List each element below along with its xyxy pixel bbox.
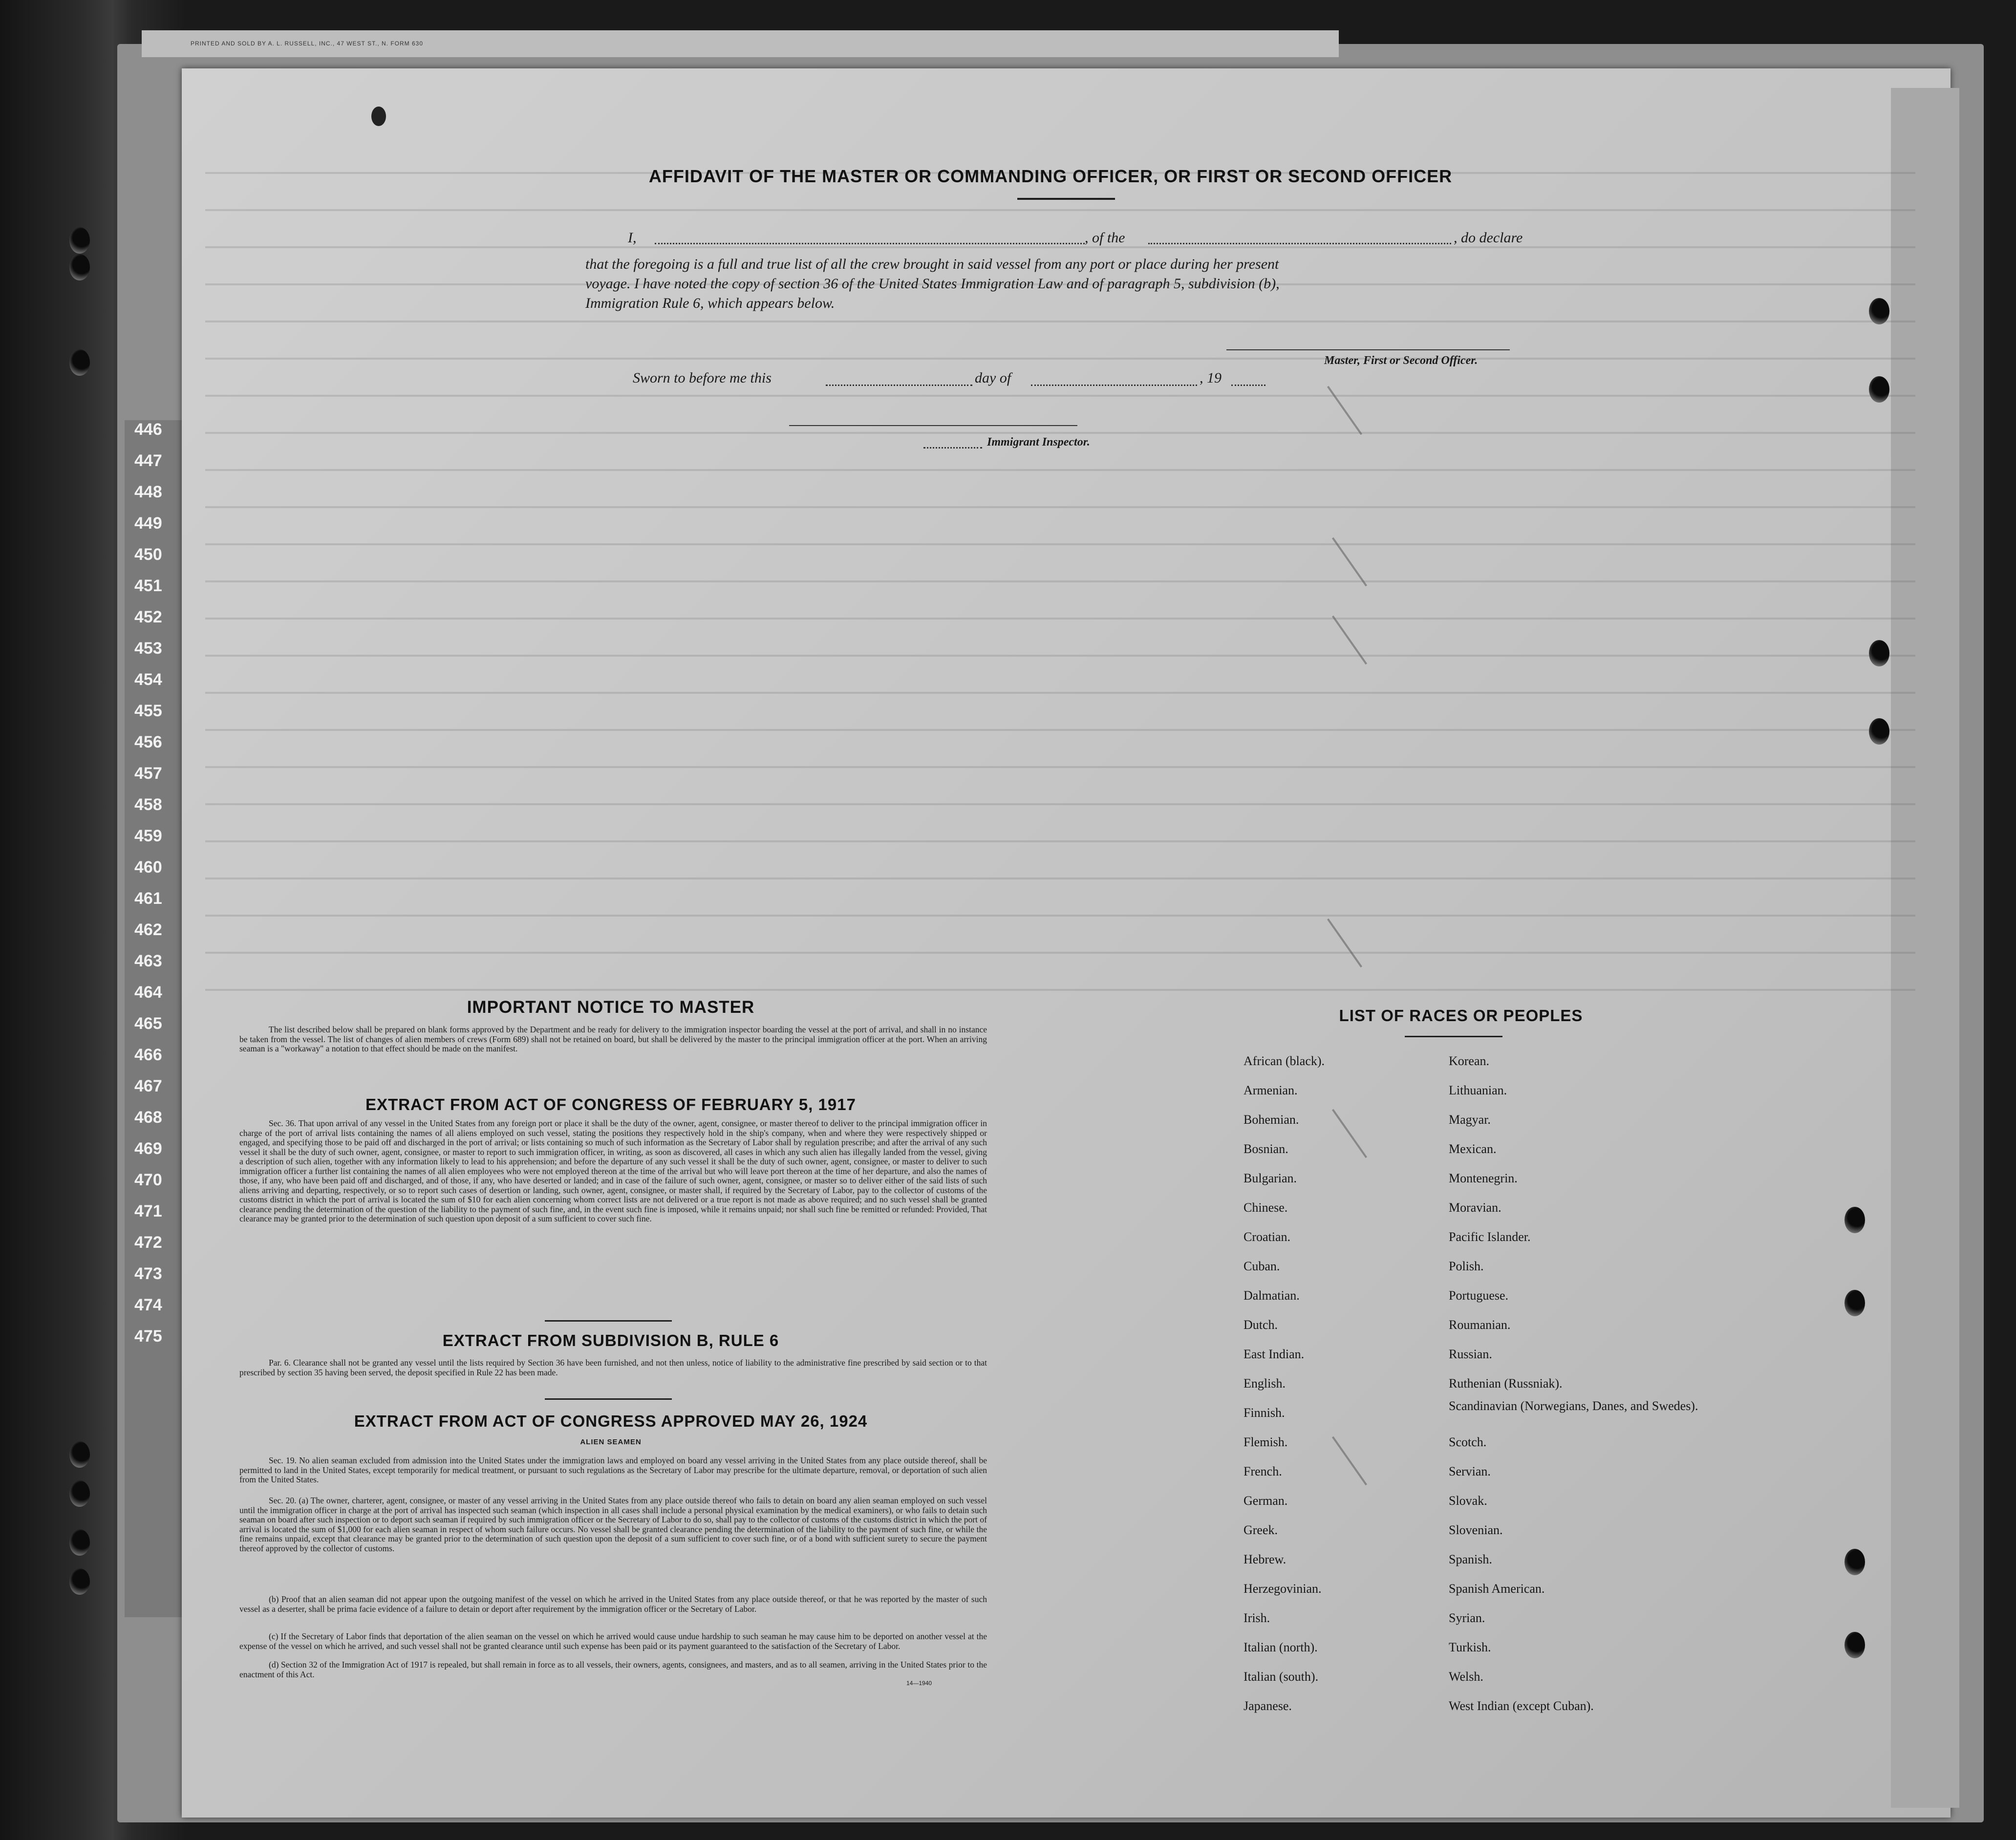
signature-line bbox=[1226, 349, 1510, 350]
row-number: 470 bbox=[134, 1171, 162, 1189]
race-item: Irish. bbox=[1244, 1611, 1270, 1625]
sworn-label: Sworn to before me this bbox=[633, 370, 772, 386]
row-number: 468 bbox=[134, 1108, 162, 1127]
race-item: Italian (south). bbox=[1244, 1669, 1319, 1684]
row-number: 458 bbox=[134, 795, 162, 814]
inspector-line bbox=[789, 425, 1077, 426]
race-item: Polish. bbox=[1449, 1259, 1484, 1273]
affidavit-line-4: Immigration Rule 6, which appears below. bbox=[585, 295, 835, 311]
sec20-text: Sec. 20. (a) The owner, charterer, agent, consignee, or master of any vessel arriving in the United States from any place outside thereof who fails to detain on board any alien seaman employed on such vessel until the immigration officer in charge at the port of arrival has inspected such seaman (which inspection in all cases shall include a personal physical examination by the medical examiners), or who fails to detain such seaman on board after such inspection or to deport such seaman if required by such immigration officer or the Secretary of Labor to do so, shall pay to the collector of customs of the customs district in which the port of arrival is located the sum of $1,000 for each alien seaman in respect of whom such failure occurs. No vessel shall be granted clearance pending the determination of the liability to the payment of such fine, or while the fine remains unpaid, except that clearance may be granted prior to the determination of such question upon the deposit of a sum sufficient to cover such fine, or of a bond with sufficient surety to secure the payment thereof approved by the collector of customs. bbox=[239, 1496, 987, 1553]
row-number: 447 bbox=[134, 451, 162, 470]
race-item: Magyar. bbox=[1449, 1113, 1491, 1127]
race-item: Ruthenian (Russniak). bbox=[1449, 1376, 1563, 1391]
race-item: Greek. bbox=[1244, 1523, 1278, 1537]
row-number: 454 bbox=[134, 670, 162, 689]
divider bbox=[1405, 1036, 1502, 1037]
row-number: 462 bbox=[134, 920, 162, 939]
race-item: Cuban. bbox=[1244, 1259, 1280, 1273]
row-number: 452 bbox=[134, 608, 162, 626]
race-item: Spanish American. bbox=[1449, 1582, 1545, 1596]
race-item: Lithuanian. bbox=[1449, 1083, 1507, 1097]
race-item: Hebrew. bbox=[1244, 1552, 1287, 1566]
race-item: African (black). bbox=[1244, 1054, 1325, 1068]
race-item: French. bbox=[1244, 1464, 1282, 1478]
sub-b-text: (b) Proof that an alien seaman did not appear upon the outgoing manifest of the vessel on which he arrived in the United States from any place outside thereof, or that he was reported by the master of such vessel as a deserter, shall be prima facie evidence of a failure to detain or deport after requirement by the immigration officer or the Secretary of Labor. bbox=[239, 1594, 987, 1614]
race-item: Syrian. bbox=[1449, 1611, 1485, 1625]
affidavit-line-2: that the foregoing is a full and true list of all the crew brought in said vessel from any port or place during her present bbox=[585, 256, 1279, 272]
sec19-text: Sec. 19. No alien seaman excluded from admission into the United States under the immigration laws and employed on board any vessel arriving in the United States from any place outside thereof, shall be permitted to land in the United States, except temporarily for medical treatment, or pursuant to such regulations as the Secretary of Labor may prescribe for the ultimate departure, removal, or deportation of such alien from the United States. bbox=[239, 1455, 987, 1484]
row-number: 473 bbox=[134, 1264, 162, 1283]
binder-hole-icon bbox=[1869, 718, 1889, 745]
race-item: Chinese. bbox=[1244, 1200, 1288, 1215]
affidavit-of-the: , of the bbox=[1085, 230, 1125, 246]
race-item: Armenian. bbox=[1244, 1083, 1298, 1097]
races-title: LIST OF RACES OR PEOPLES bbox=[1339, 1006, 1583, 1025]
row-number: 453 bbox=[134, 639, 162, 658]
race-item: Finnish. bbox=[1244, 1406, 1285, 1420]
name-line bbox=[655, 243, 1085, 244]
race-item: Pacific Islander. bbox=[1449, 1230, 1531, 1244]
binder-hole-icon bbox=[69, 1441, 90, 1468]
binder-hole-icon bbox=[1869, 376, 1889, 403]
race-item: Croatian. bbox=[1244, 1230, 1291, 1244]
binder-hole-icon bbox=[1844, 1632, 1865, 1658]
race-item: Roumanian. bbox=[1449, 1318, 1511, 1332]
binder-hole-icon bbox=[1844, 1549, 1865, 1575]
race-item: Welsh. bbox=[1449, 1669, 1483, 1684]
affidavit-declare: , do declare bbox=[1454, 230, 1523, 246]
sub-d-text: (d) Section 32 of the Immigration Act of 1917 is repealed, but shall remain in force as to all vessels, their owners, agents, consignees, and masters, and as to all seamen, arriving in the United States prior to the enactment of this Act. bbox=[239, 1660, 987, 1679]
row-number: 449 bbox=[134, 514, 162, 533]
race-item: Russian. bbox=[1449, 1347, 1492, 1361]
row-number: 471 bbox=[134, 1202, 162, 1220]
binder-hole-icon bbox=[1869, 640, 1889, 666]
binder-hole-icon bbox=[69, 1480, 90, 1507]
sworn-year: , 19 bbox=[1200, 370, 1222, 386]
inspector-label: Immigrant Inspector. bbox=[987, 436, 1090, 449]
race-item: West Indian (except Cuban). bbox=[1449, 1699, 1594, 1713]
row-number: 446 bbox=[134, 420, 162, 439]
race-item: Bulgarian. bbox=[1244, 1171, 1297, 1185]
race-item: Slovenian. bbox=[1449, 1523, 1503, 1537]
race-item: Flemish. bbox=[1244, 1435, 1288, 1449]
row-number: 466 bbox=[134, 1046, 162, 1064]
row-number: 455 bbox=[134, 702, 162, 720]
row-number: 472 bbox=[134, 1233, 162, 1252]
divider bbox=[1017, 198, 1115, 200]
race-item: Dalmatian. bbox=[1244, 1288, 1300, 1303]
row-number: 451 bbox=[134, 577, 162, 595]
inspector-dash bbox=[923, 447, 982, 449]
alien-seamen-subtitle: ALIEN SEAMEN bbox=[580, 1438, 642, 1446]
affidavit-i: I, bbox=[628, 230, 637, 246]
row-number: 469 bbox=[134, 1139, 162, 1158]
binder-hole-icon bbox=[69, 1529, 90, 1556]
ink-blot bbox=[371, 107, 386, 126]
vessel-line bbox=[1148, 243, 1451, 244]
row-number: 475 bbox=[134, 1327, 162, 1346]
extract-1917-title: EXTRACT FROM ACT OF CONGRESS OF FEBRUARY 5, 1917 bbox=[365, 1095, 856, 1113]
row-number: 463 bbox=[134, 952, 162, 970]
master-signature-label: Master, First or Second Officer. bbox=[1324, 354, 1478, 367]
affidavit-title: AFFIDAVIT OF THE MASTER OR COMMANDING OFFICER, OR FIRST OR SECOND OFFICER bbox=[648, 166, 1453, 186]
row-number: 450 bbox=[134, 545, 162, 564]
row-number: 459 bbox=[134, 827, 162, 845]
race-item: Scotch. bbox=[1449, 1435, 1487, 1449]
printer-strip bbox=[142, 30, 1339, 57]
row-number: 467 bbox=[134, 1077, 162, 1095]
race-item: Moravian. bbox=[1449, 1200, 1501, 1215]
row-number: 474 bbox=[134, 1296, 162, 1314]
race-item: Montenegrin. bbox=[1449, 1171, 1518, 1185]
row-number: 465 bbox=[134, 1014, 162, 1033]
race-item: East Indian. bbox=[1244, 1347, 1305, 1361]
row-number: 457 bbox=[134, 764, 162, 783]
race-item: Scandinavian (Norwegians, Danes, and Swedes). bbox=[1449, 1399, 1698, 1413]
sub-c-text: (c) If the Secretary of Labor finds that deportation of the alien seaman on the vessel on which he arrived would cause undue hardship to such seaman he may cause him to be deported on another vessel at the expense of the vessel on which he arrived, and such vessel shall not be granted clearance until such expense has been paid or its payment guaranteed to the satisfaction of the Secretary of Labor. bbox=[239, 1631, 987, 1651]
divider bbox=[545, 1320, 672, 1322]
binder-hole-icon bbox=[69, 1568, 90, 1595]
notice-text: The list described below shall be prepared on blank forms approved by the Department and be ready for delivery to the immigration inspector boarding the vessel at the port of arrival, and shall in no instance be taken from the vessel. The list of changes of alien members of crews (Form 689) shall not be retained on board, but shall be delivered by the master to the principal immigration officer at the port. When an arriving seaman is a "workaway" a notation to that effect should be made on the manifest. bbox=[239, 1025, 987, 1053]
race-item: Dutch. bbox=[1244, 1318, 1278, 1332]
race-item: Bosnian. bbox=[1244, 1142, 1288, 1156]
row-number: 464 bbox=[134, 983, 162, 1002]
race-item: Slovak. bbox=[1449, 1494, 1487, 1508]
form-number: 14—1940 bbox=[906, 1680, 932, 1687]
race-item: Portuguese. bbox=[1449, 1288, 1509, 1303]
sworn-day-line bbox=[826, 385, 972, 386]
sworn-month-line bbox=[1031, 385, 1197, 386]
race-item: Spanish. bbox=[1449, 1552, 1492, 1566]
binder-hole-icon bbox=[69, 227, 90, 254]
row-number: 460 bbox=[134, 858, 162, 877]
race-item: Herzegovinian. bbox=[1244, 1582, 1322, 1596]
race-item: Bohemian. bbox=[1244, 1113, 1299, 1127]
row-number: 456 bbox=[134, 733, 162, 751]
races-right-column bbox=[1449, 1047, 1761, 1721]
affidavit-line-3: voyage. I have noted the copy of section 36 of the United States Immigration Law and of paragraph 5, subdivision (b), bbox=[585, 276, 1280, 292]
subdivision-text: Par. 6. Clearance shall not be granted any vessel until the lists required by Section 36 have been furnished, and not then unless, notice of liability to the administrative fine prescribed by said section or to that prescribed by section 35 having been served, the deposit specified in Rule 22 has been made. bbox=[239, 1358, 987, 1377]
binder-hole-icon bbox=[69, 349, 90, 376]
divider bbox=[545, 1398, 672, 1400]
race-item: German. bbox=[1244, 1494, 1288, 1508]
printer-line: PRINTED AND SOLD BY A. L. RUSSELL, INC., 47 WEST ST., N. FORM 630 bbox=[191, 40, 424, 47]
sworn-day-of: day of bbox=[975, 370, 1011, 386]
row-number: 461 bbox=[134, 889, 162, 908]
extract-1917-text: Sec. 36. That upon arrival of any vessel in the United States from any foreign port or place it shall be the duty of the owner, agent, consignee, or master thereof to deliver to the principal immigration officer in charge of the port of arrival lists containing the names of all aliens employed on such vessel, stating the positions they respectively hold in the ship's company, when and where they were respectively shipped or engaged, and specifying those to be paid off and discharged in the port of arrival; or lists containing so much of such information as the Secretary of Labor shall by regulation prescribe; and after the arrival of any such vessel it shall be the duty of such owner, agent, consignee, or master to report to such immigration officer, in writing, as soon as discovered, all cases in which any such alien has illegally landed from the vessel, giving a description of such alien, together with any information likely to lead to his apprehension; and before the departure of any such vessel it shall be the duty of such owner, agent, consignee, or master to deliver to such immigration officer a further list containing the names of all alien employees who were not employed thereon at the time of the arrival but who will leave port thereon at the time of her departure, and also the names of those, if any, who have been paid off and discharged, and of those, if any, who have deserted or landed; and in case of the failure of such owner, agent, consignee, or master so to deliver either of the said lists of such aliens arriving and departing, respectively, or so to report such cases of desertion or landing, such owner, agent, consignee, or master shall, if required by the Secretary of Labor, pay to the collector of customs of the customs district in which the port of arrival is located the sum of $10 for each alien concerning whom correct lists are not delivered or a true report is not made as above required; and no such vessel shall be granted clearance pending the determination of the question of the liability to the payment of such fine, and, in the event such fine is imposed, while it remains unpaid; nor shall such fine be remitted or refunded: Provided, That clearance may be granted prior to the determination of such question upon deposit of a sum sufficient to cover such fine. bbox=[239, 1118, 987, 1223]
race-item: Korean. bbox=[1449, 1054, 1490, 1068]
binder-hole-icon bbox=[69, 254, 90, 280]
notice-title: IMPORTANT NOTICE TO MASTER bbox=[467, 998, 755, 1017]
binder-hole-icon bbox=[1844, 1290, 1865, 1316]
race-item: Servian. bbox=[1449, 1464, 1491, 1478]
sworn-year-line bbox=[1231, 385, 1265, 386]
extract-1924-title: EXTRACT FROM ACT OF CONGRESS APPROVED MAY 26, 1924 bbox=[354, 1412, 868, 1430]
race-item: Italian (north). bbox=[1244, 1640, 1318, 1654]
subdivision-title: EXTRACT FROM SUBDIVISION B, RULE 6 bbox=[442, 1331, 779, 1349]
race-item: Japanese. bbox=[1244, 1699, 1292, 1713]
race-item: English. bbox=[1244, 1376, 1286, 1391]
race-item: Mexican. bbox=[1449, 1142, 1497, 1156]
race-item: Turkish. bbox=[1449, 1640, 1491, 1654]
binder-hole-icon bbox=[1869, 298, 1889, 324]
row-number: 448 bbox=[134, 483, 162, 501]
binder-hole-icon bbox=[1844, 1207, 1865, 1233]
